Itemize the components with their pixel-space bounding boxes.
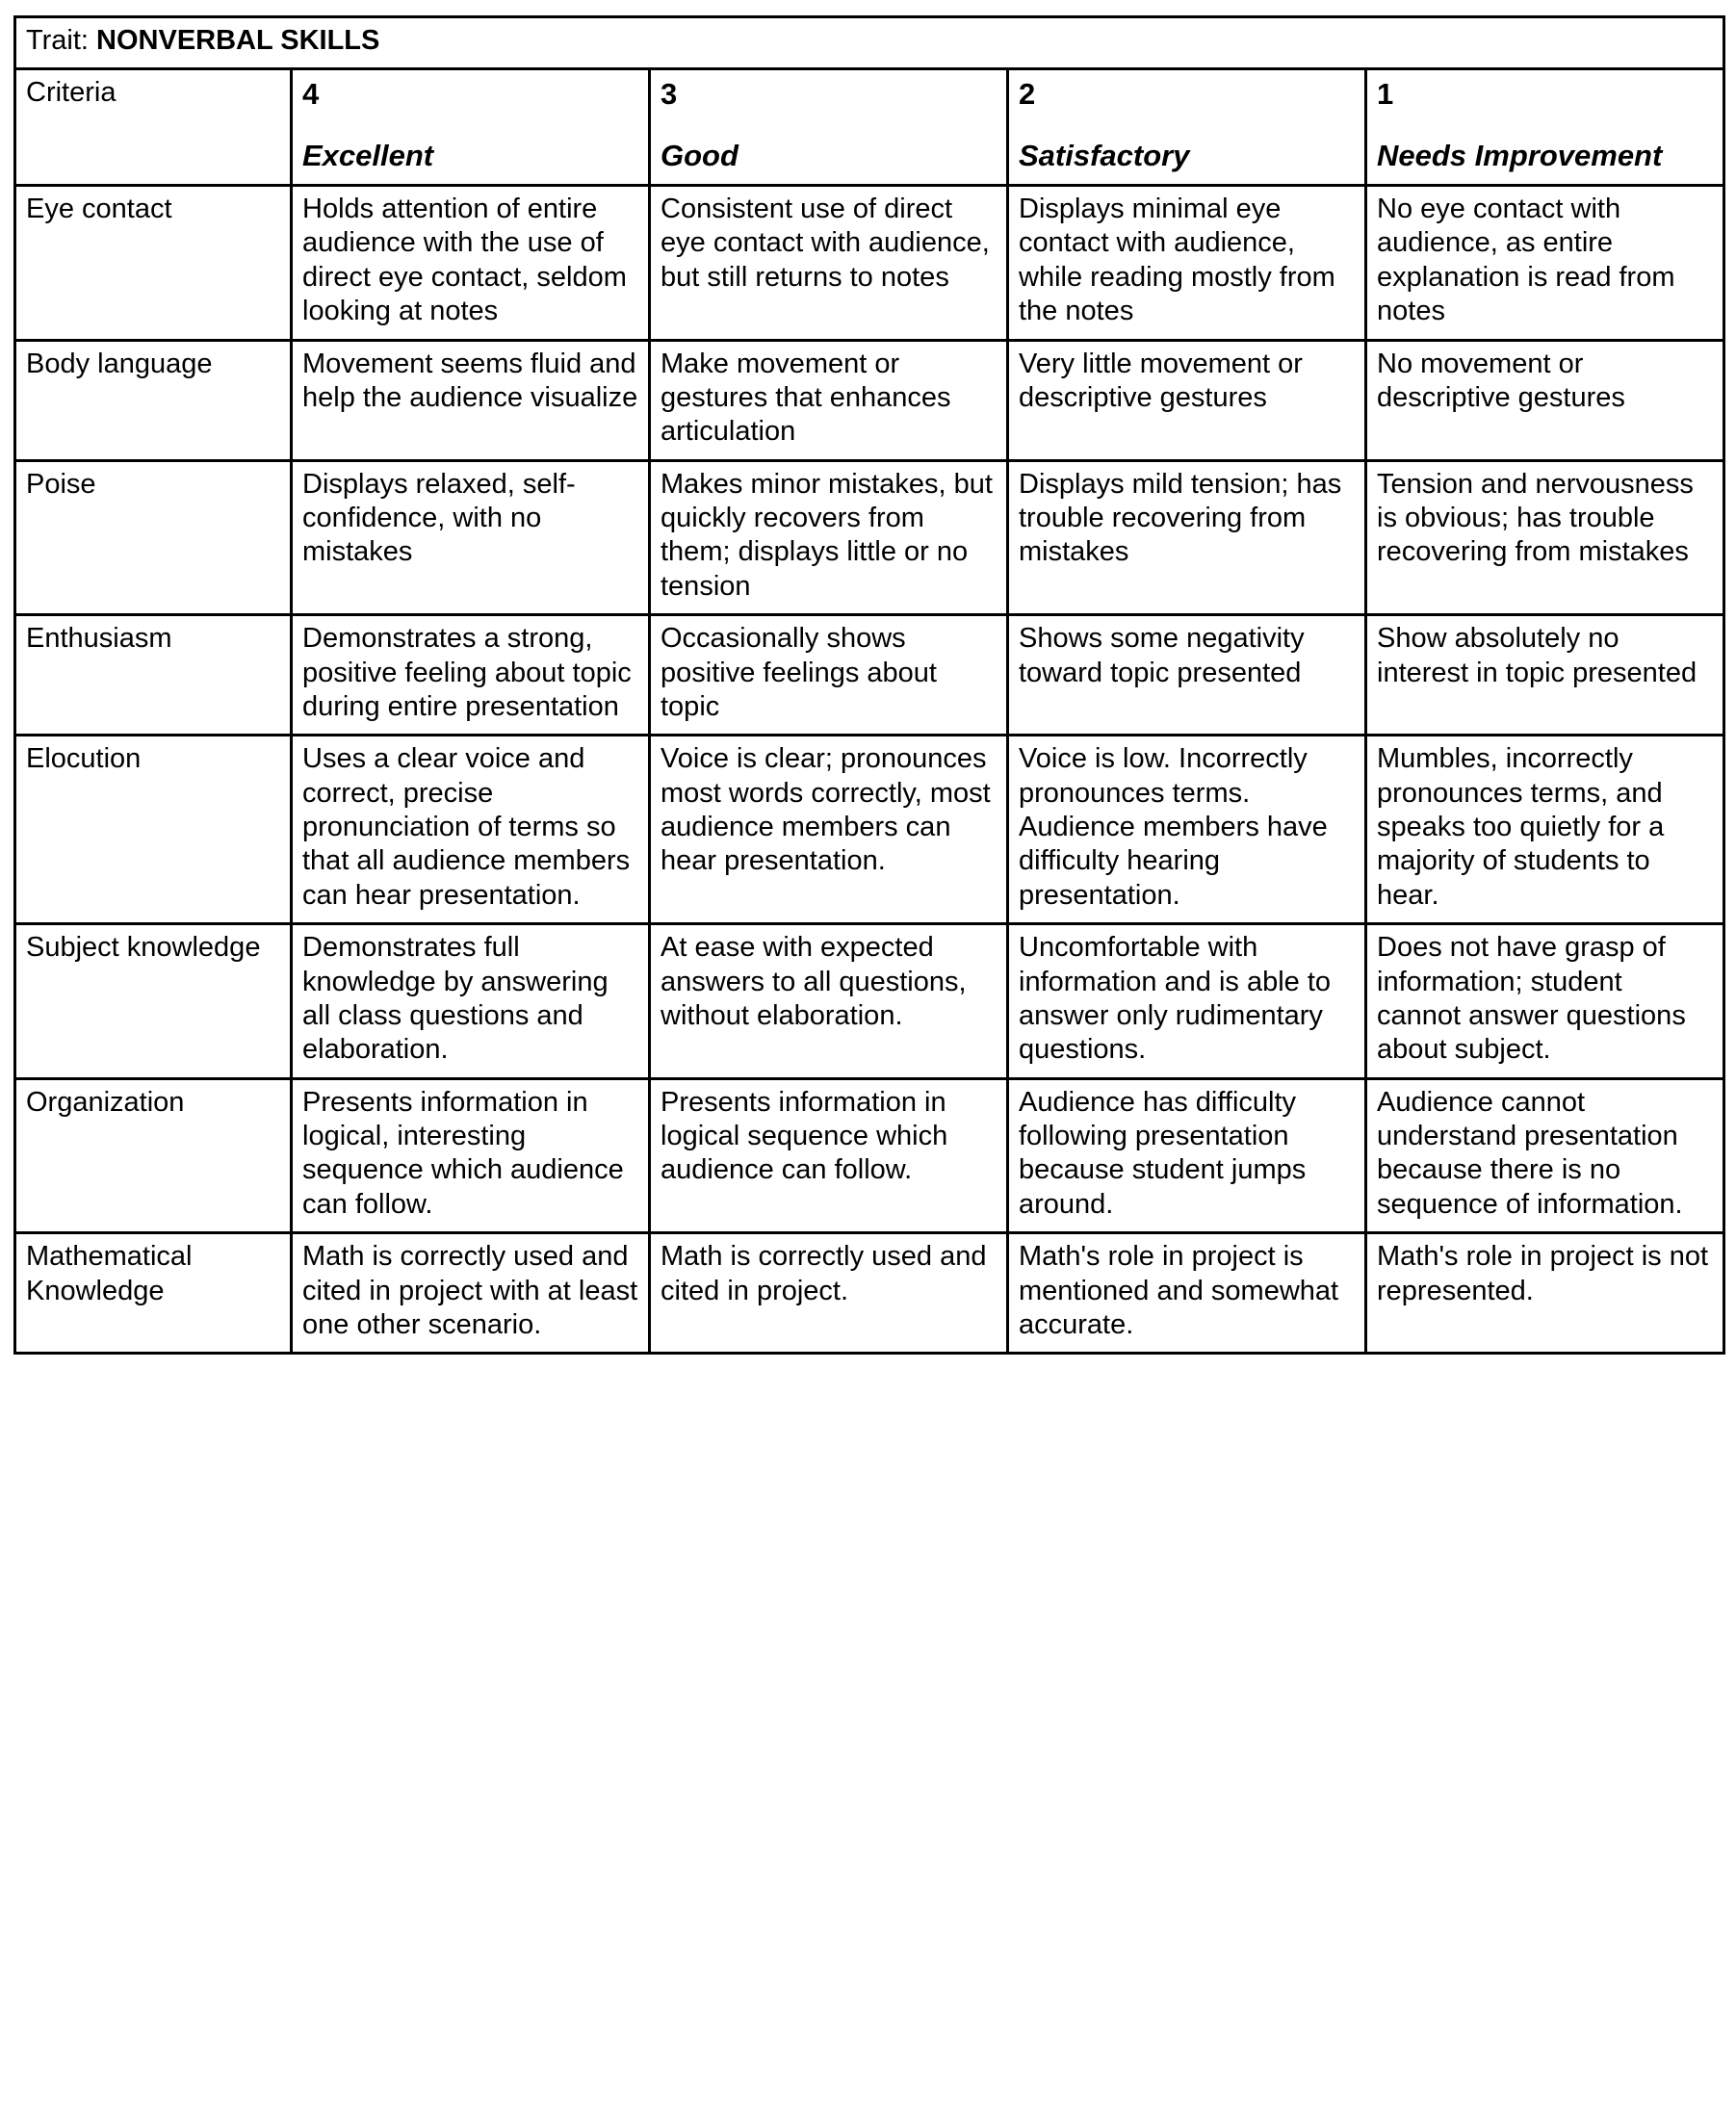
header-level-2-score: 2: [1019, 77, 1036, 112]
criterion-name: Enthusiasm: [15, 615, 292, 736]
header-level-4-score: 4: [302, 77, 320, 112]
trait-label: Trait:: [26, 25, 89, 56]
criterion-cell-1: Math's role in project is not represented.: [1366, 1233, 1724, 1354]
criterion-name: Mathematical Knowledge: [15, 1233, 292, 1354]
table-row: [15, 924, 1724, 1079]
criterion-cell-3: Occasionally shows positive feelings about topic: [650, 615, 1008, 736]
criterion-cell-2: Uncomfortable with information and is able to answer only rudimentary questions.: [1008, 924, 1366, 1079]
criterion-cell-3: Math is correctly used and cited in project.: [650, 1233, 1008, 1354]
table-row: [15, 736, 1724, 924]
trait-value: NONVERBAL SKILLS: [96, 25, 380, 56]
criterion-cell-4: Math is correctly used and cited in project with at least one other scenario.: [292, 1233, 650, 1354]
header-level-1: [1366, 69, 1724, 186]
header-level-3-score: 3: [661, 77, 678, 112]
table-row: [15, 1233, 1724, 1354]
header-level-3: [650, 69, 1008, 186]
criterion-cell-1: Audience cannot understand presentation because there is no sequence of information.: [1366, 1078, 1724, 1233]
table-row: [15, 186, 1724, 341]
table-row: [15, 340, 1724, 460]
criterion-name: Subject knowledge: [15, 924, 292, 1079]
header-level-4: [292, 69, 650, 186]
header-row: [15, 69, 1724, 186]
criterion-cell-2: Audience has difficulty following presentation because student jumps around.: [1008, 1078, 1366, 1233]
criterion-cell-2: Voice is low. Incorrectly pronounces terms. Audience members have difficulty hearing presentation.: [1008, 736, 1366, 924]
criterion-cell-3: Presents information in logical sequence which audience can follow.: [650, 1078, 1008, 1233]
table-row: [15, 460, 1724, 615]
criterion-cell-2: Displays minimal eye contact with audience, while reading mostly from the notes: [1008, 186, 1366, 341]
header-level-1-label: Needs Improvement: [1377, 139, 1663, 173]
criterion-cell-1: Does not have grasp of information; student cannot answer questions about subject.: [1366, 924, 1724, 1079]
criterion-name: Poise: [15, 460, 292, 615]
criterion-cell-4: Demonstrates full knowledge by answering all class questions and elaboration.: [292, 924, 650, 1079]
criterion-cell-3: Voice is clear; pronounces most words correctly, most audience members can hear presentation.: [650, 736, 1008, 924]
criterion-cell-1: No eye contact with audience, as entire explanation is read from notes: [1366, 186, 1724, 341]
criterion-cell-2: Very little movement or descriptive gestures: [1008, 340, 1366, 460]
header-criteria: Criteria: [15, 69, 292, 186]
criterion-cell-1: Show absolutely no interest in topic presented: [1366, 615, 1724, 736]
criterion-name: Organization: [15, 1078, 292, 1233]
criterion-name: Elocution: [15, 736, 292, 924]
criterion-cell-4: Demonstrates a strong, positive feeling about topic during entire presentation: [292, 615, 650, 736]
criterion-cell-4: Movement seems fluid and help the audience visualize: [292, 340, 650, 460]
criterion-cell-3: Make movement or gestures that enhances articulation: [650, 340, 1008, 460]
criterion-cell-1: Mumbles, incorrectly pronounces terms, and speaks too quietly for a majority of students to hear.: [1366, 736, 1724, 924]
header-level-3-label: Good: [661, 139, 738, 173]
criterion-cell-2: Math's role in project is mentioned and somewhat accurate.: [1008, 1233, 1366, 1354]
header-level-2-label: Satisfactory: [1019, 139, 1190, 173]
criterion-cell-4: Presents information in logical, interesting sequence which audience can follow.: [292, 1078, 650, 1233]
criterion-cell-4: Holds attention of entire audience with the use of direct eye contact, seldom looking at notes: [292, 186, 650, 341]
criterion-name: Eye contact: [15, 186, 292, 341]
criterion-cell-4: Displays relaxed, self-confidence, with no mistakes: [292, 460, 650, 615]
criterion-cell-3: At ease with expected answers to all questions, without elaboration.: [650, 924, 1008, 1079]
criterion-cell-2: Shows some negativity toward topic presented: [1008, 615, 1366, 736]
criterion-name: Body language: [15, 340, 292, 460]
criterion-cell-3: Consistent use of direct eye contact with audience, but still returns to notes: [650, 186, 1008, 341]
criterion-cell-1: No movement or descriptive gestures: [1366, 340, 1724, 460]
rubric-table: [13, 15, 1725, 1355]
criterion-cell-3: Makes minor mistakes, but quickly recovers from them; displays little or no tension: [650, 460, 1008, 615]
table-row: [15, 1078, 1724, 1233]
trait-cell: [15, 17, 1724, 69]
criterion-cell-1: Tension and nervousness is obvious; has trouble recovering from mistakes: [1366, 460, 1724, 615]
header-level-1-score: 1: [1377, 77, 1394, 112]
table-row: [15, 615, 1724, 736]
header-level-4-label: Excellent: [302, 139, 434, 173]
header-level-2: [1008, 69, 1366, 186]
criterion-cell-2: Displays mild tension; has trouble recovering from mistakes: [1008, 460, 1366, 615]
criterion-cell-4: Uses a clear voice and correct, precise pronunciation of terms so that all audience members can hear presentation.: [292, 736, 650, 924]
trait-row: [15, 17, 1724, 69]
